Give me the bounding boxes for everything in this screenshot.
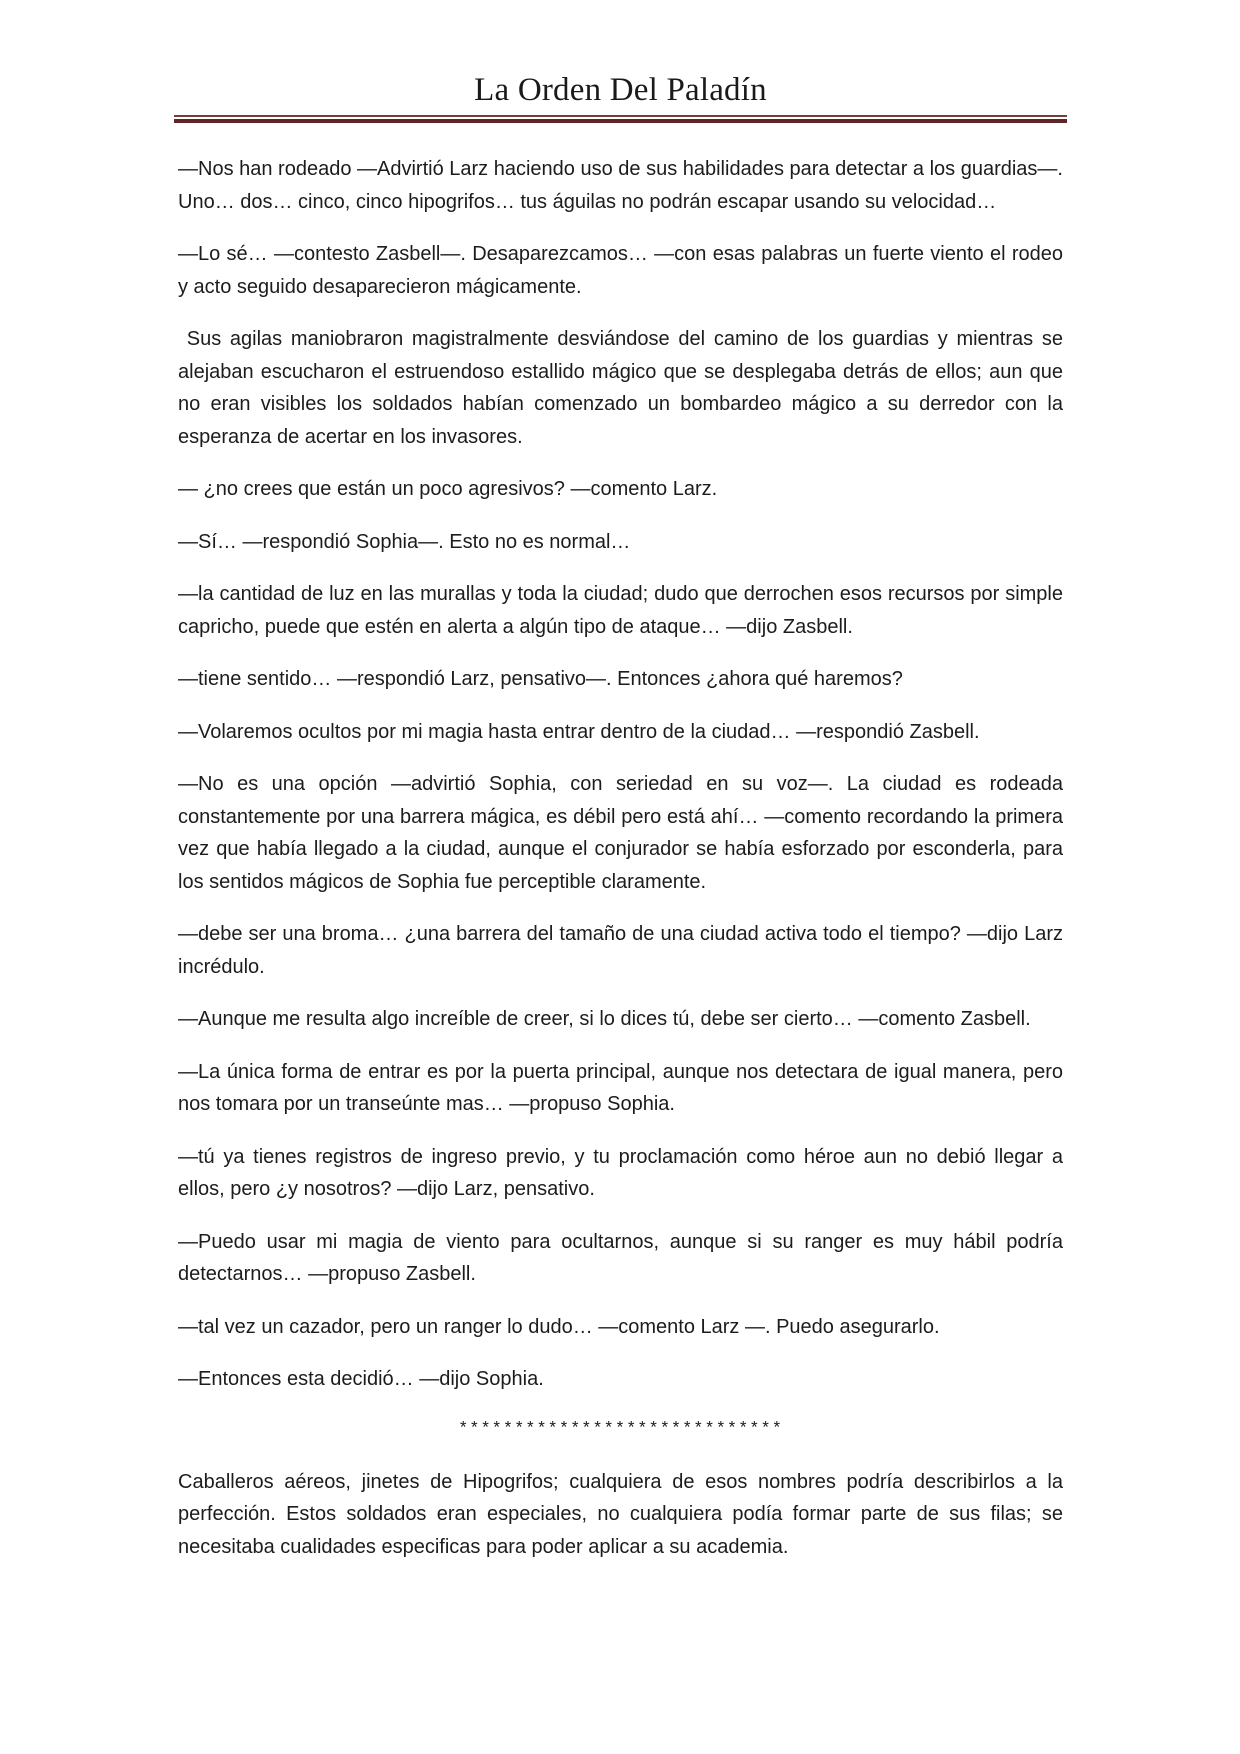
paragraph: —No es una opción —advirtió Sophia, con seriedad en su voz—. La ciudad es rodeada constantemente por una barrera mágica, es débil pero está ahí… —comento recordando la primera vez que había llegado a la ciudad, aunque el conjurador se había esforzado por esconderla, para los sentidos mágicos de Sophia fue perceptible claramente. [178, 773, 1063, 893]
page-title: La Orden Del Paladín [474, 72, 767, 108]
header-rule-thick [174, 119, 1067, 123]
paragraph: —Entonces esta decidió… —dijo Sophia. [178, 1368, 544, 1390]
paragraph: — ¿no crees que están un poco agresivos? —comento Larz. [178, 478, 718, 500]
paragraph: —Volaremos ocultos por mi magia hasta entrar dentro de la ciudad… —respondió Zasbell. [178, 720, 980, 743]
paragraph: Sus agilas maniobraron magistralmente desviándose del camino de los guardias y mientras se alejaban escucharon el estruendoso estallido mágico que se desplegaba detrás de ellos; aun que no eran visibles los soldados habían comenzado un bombardeo mágico a su derredor con la esperanza de acertar en los invasores. [178, 328, 1069, 448]
paragraph: —la cantidad de luz en las murallas y toda la ciudad; dudo que derrochen esos recursos por simple capricho, puede que estén en alerta a algún tipo de ataque… —dijo Zasbell. [178, 583, 1063, 638]
paragraph: —La única forma de entrar es por la puerta principal, aunque nos detectara de igual manera, pero nos tomara por un transeúnte mas… —propuso Sophia. [178, 1060, 1063, 1115]
paragraph: —Lo sé… —contesto Zasbell—. Desaparezcamos… —con esas palabras un fuerte viento el rodeo y acto seguido desaparecieron mágicamente. [178, 243, 1063, 298]
closing-paragraph: Caballeros aéreos, jinetes de Hipogrifos; cualquiera de esos nombres podría describirlos a la perfección. Estos soldados eran especiales, no cualquiera podía formar parte de sus filas; se necesitaba cualidades especificas para poder aplicar a su academia. [178, 1470, 1063, 1558]
section-separator: ***************************** [458, 1419, 783, 1439]
paragraph: —tal vez un cazador, pero un ranger lo dudo… —comento Larz —. Puedo asegurarlo. [178, 1315, 940, 1338]
header-rule-thin [174, 115, 1067, 117]
page-header [174, 70, 1067, 110]
paragraph: —debe ser una broma… ¿una barrera del tamaño de una ciudad activa todo el tiempo? —dijo Larz incrédulo. [178, 923, 1063, 978]
paragraph: —Puedo usar mi magia de viento para ocultarnos, aunque si su ranger es muy hábil podría detectarnos… —propuso Zasbell. [178, 1230, 1063, 1285]
paragraph: —tiene sentido… —respondió Larz, pensativo—. Entonces ¿ahora qué haremos? [178, 668, 903, 690]
paragraph: —Sí… —respondió Sophia—. Esto no es normal… [178, 530, 631, 553]
paragraph: —Aunque me resulta algo increíble de creer, si lo dices tú, debe ser cierto… —comento Zasbell. [178, 1008, 1031, 1030]
paragraph: —tú ya tienes registros de ingreso previo, y tu proclamación como héroe aun no debió llegar a ellos, pero ¿y nosotros? —dijo Larz, pensativo. [178, 1145, 1063, 1200]
paragraph: —Nos han rodeado —Advirtió Larz haciendo uso de sus habilidades para detectar a los guardias—. Uno… dos… cinco, cinco hipogrifos… tus águilas no podrán escapar usando su velocidad… [178, 158, 1063, 213]
document-body [178, 153, 1069, 1583]
